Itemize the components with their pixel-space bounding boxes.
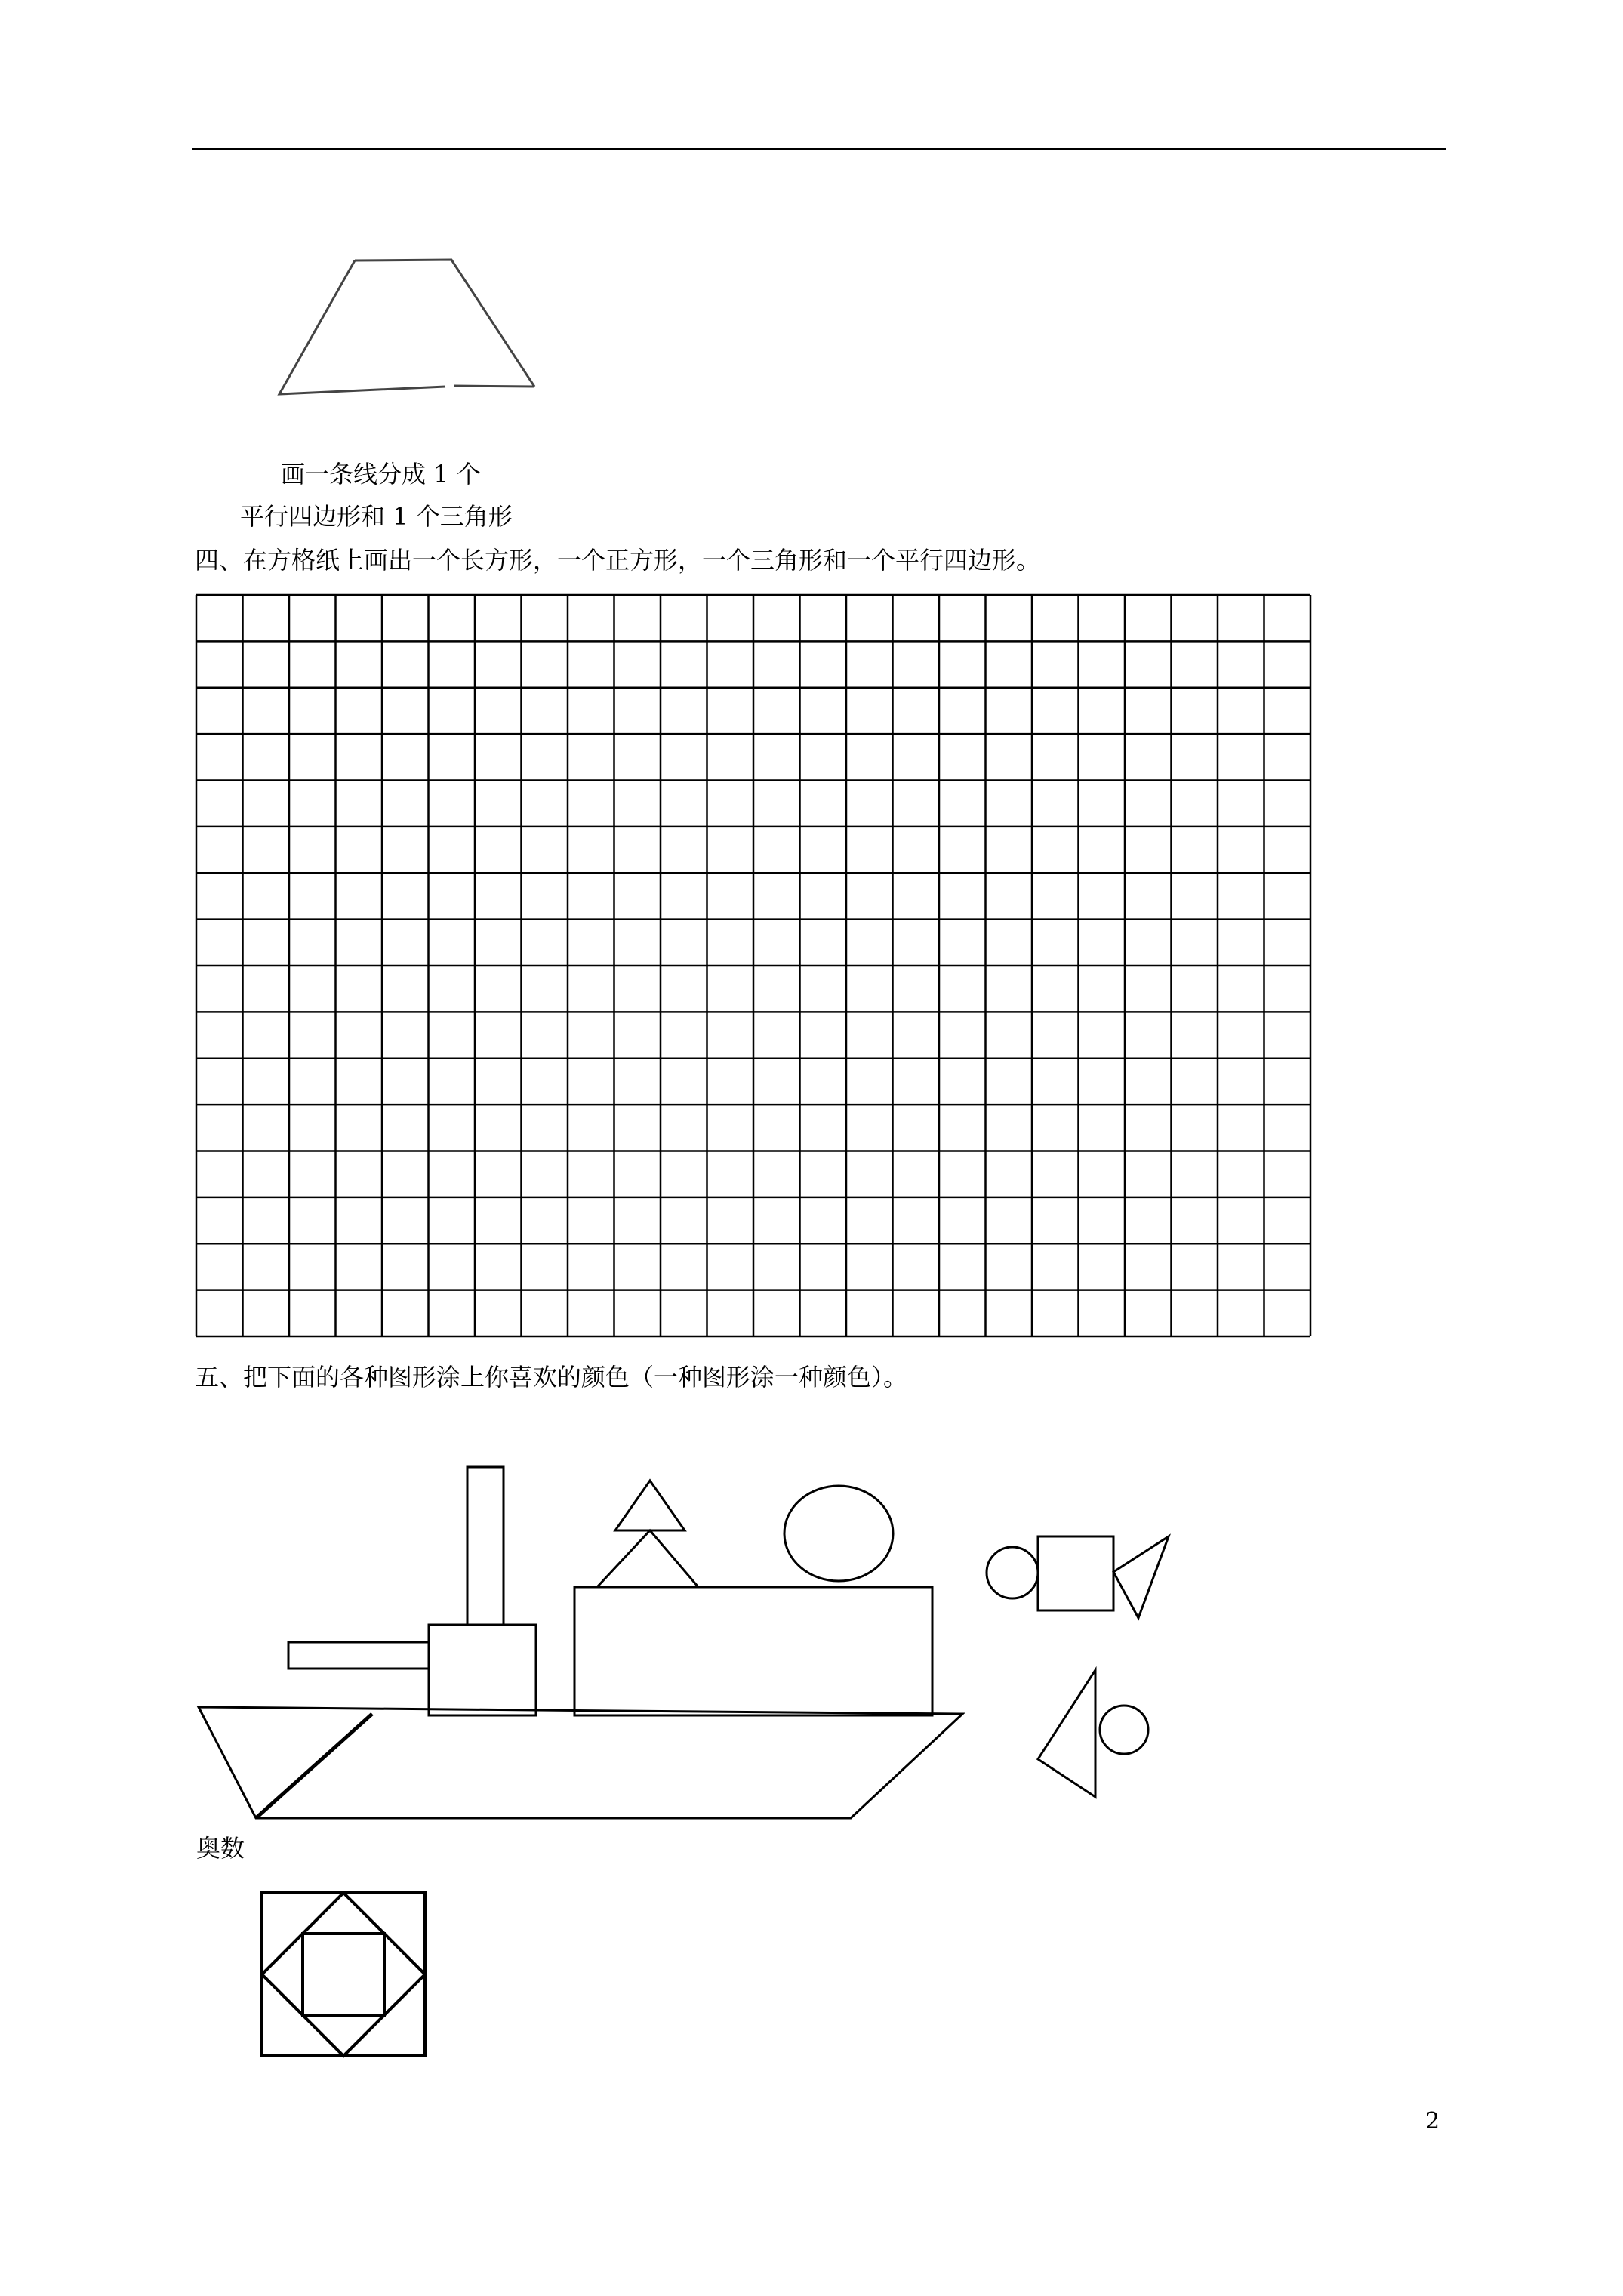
outer-square bbox=[262, 1893, 425, 2056]
ship-chimney bbox=[467, 1467, 504, 1625]
olympiad-label: 奥数 bbox=[196, 1834, 245, 1863]
ship-cabin bbox=[574, 1587, 932, 1715]
ship-ellipse bbox=[784, 1486, 893, 1581]
fish-circle bbox=[987, 1547, 1038, 1598]
triangle-circle-figure[interactable] bbox=[1038, 1670, 1148, 1797]
ship-figure[interactable] bbox=[199, 1467, 962, 1818]
ship-turret bbox=[429, 1625, 536, 1715]
ship-triangle-top bbox=[615, 1481, 685, 1530]
middle-diamond bbox=[262, 1893, 425, 2056]
square-grid-paper[interactable] bbox=[195, 593, 1312, 1338]
ship-triangle-bottom bbox=[597, 1530, 698, 1587]
fish-triangle bbox=[1113, 1536, 1169, 1618]
small-circle bbox=[1100, 1706, 1148, 1754]
fish-square bbox=[1038, 1536, 1113, 1610]
q4-heading: 四、在方格纸上画出一个长方形，一个正方形，一个三角形和一个平行四边形。 bbox=[195, 546, 1041, 575]
ship-gun-barrel bbox=[288, 1642, 429, 1669]
page-number: 2 bbox=[1425, 2108, 1440, 2134]
fish-figure[interactable] bbox=[987, 1536, 1169, 1618]
ship-bow-line bbox=[256, 1714, 372, 1818]
ship-hull bbox=[199, 1707, 962, 1818]
header-rule bbox=[192, 148, 1446, 150]
nested-squares-figure bbox=[257, 1888, 438, 2069]
q5-heading: 五、把下面的各种图形涂上你喜欢的颜色（一种图形涂一种颜色）。 bbox=[195, 1363, 908, 1391]
trapezoid-figure bbox=[272, 249, 551, 400]
q5-figures bbox=[192, 1453, 1189, 1831]
q3-caption-line1: 画一条线分成 1 个 bbox=[281, 460, 481, 488]
q3-caption-line2: 平行四边形和 1 个三角形 bbox=[240, 502, 513, 531]
inner-square bbox=[303, 1934, 384, 2015]
right-triangle bbox=[1038, 1670, 1095, 1797]
